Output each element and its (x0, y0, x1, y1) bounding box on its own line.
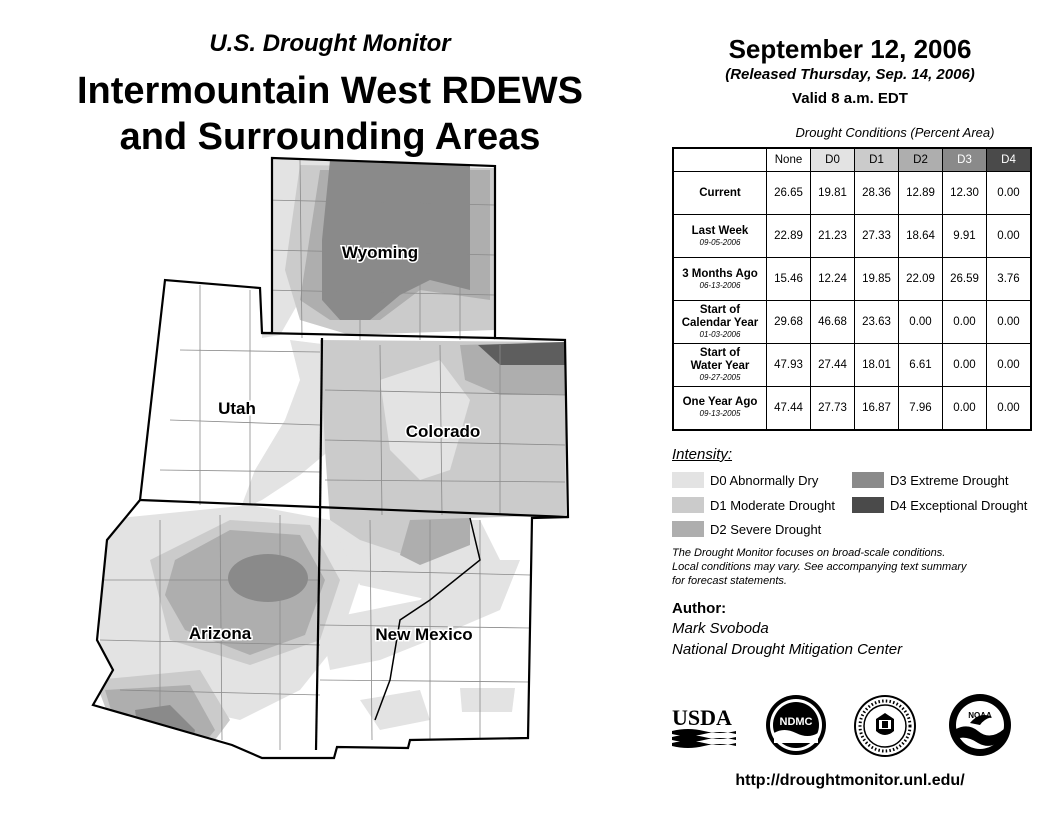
table-row (673, 387, 1031, 430)
table-cell: 27.44 (811, 344, 855, 387)
usda-logo-text: USDA (672, 705, 732, 730)
table-cell: 7.96 (899, 387, 943, 430)
row-label-text: Last Week (691, 224, 749, 237)
valid-time: Valid 8 a.m. EDT (792, 90, 908, 107)
legend-swatch-d0 (672, 472, 704, 488)
column-header-d2: D2 (899, 148, 943, 172)
legend-swatch-d2 (672, 521, 704, 537)
table-row (673, 301, 1031, 344)
table-cell: 19.85 (855, 258, 899, 301)
author-organization: National Drought Mitigation Center (672, 641, 903, 658)
legend-item-d4 (852, 496, 1027, 514)
table-cell: 12.89 (899, 172, 943, 215)
supertitle: U.S. Drought Monitor (209, 30, 451, 57)
row-label-text: Start of Calendar Year (681, 304, 759, 329)
table-cell: 27.73 (811, 387, 855, 430)
table-cell: 47.44 (767, 387, 811, 430)
ndmc-logo-text: NDMC (779, 716, 813, 728)
table-header-row (673, 148, 1031, 172)
table-cell: 18.01 (855, 344, 899, 387)
legend-swatch-d3 (852, 472, 884, 488)
main-title-line1: Intermountain West RDEWS (77, 70, 583, 112)
row-label (673, 344, 767, 387)
table-cell: 21.23 (811, 215, 855, 258)
table-cell: 0.00 (987, 301, 1032, 344)
table-cell: 0.00 (987, 215, 1032, 258)
table-cell: 12.24 (811, 258, 855, 301)
column-header-d1: D1 (855, 148, 899, 172)
row-label (673, 172, 767, 215)
row-date: 09-27-2005 (699, 373, 741, 382)
table-cell: 9.91 (943, 215, 987, 258)
table-cell: 26.65 (767, 172, 811, 215)
row-label (673, 258, 767, 301)
state-label-new-mexico: New Mexico (375, 625, 473, 644)
d0-area-new-mexico-east (460, 688, 515, 712)
row-date: 09-05-2006 (699, 237, 741, 247)
table-cell: 28.36 (855, 172, 899, 215)
row-label (673, 387, 767, 430)
usda-logo (672, 703, 736, 749)
main-title-line2: and Surrounding Areas (119, 116, 541, 158)
table-cell: 12.30 (943, 172, 987, 215)
legend-swatch-d1 (672, 497, 704, 513)
table-cell: 0.00 (899, 301, 943, 344)
table-cell: 47.93 (767, 344, 811, 387)
note-line2: Local conditions may vary. See accompanying text summary (672, 561, 967, 573)
table-cell: 27.33 (855, 215, 899, 258)
row-date: 09-13-2005 (699, 409, 741, 419)
table-cell: 22.09 (899, 258, 943, 301)
row-label-text: Current (699, 186, 741, 199)
column-header-d0: D0 (811, 148, 855, 172)
map-date: September 12, 2006 (728, 34, 972, 64)
column-header-d4: D4 (987, 148, 1032, 172)
legend-label-d0: D0 Abnormally Dry (710, 472, 819, 488)
table-cell: 16.87 (855, 387, 899, 430)
intensity-legend-title: Intensity: (672, 446, 733, 463)
table-cell: 0.00 (987, 387, 1032, 430)
note-line1: The Drought Monitor focuses on broad-scale conditions. (672, 547, 946, 559)
state-label-wyoming: Wyoming (341, 243, 419, 262)
row-label (673, 215, 767, 258)
row-label (673, 301, 767, 344)
row-date: 06-13-2006 (699, 280, 741, 290)
website-url[interactable]: http://droughtmonitor.unl.edu/ (735, 772, 965, 789)
row-label-text: Start of Water Year (690, 347, 750, 372)
table-cell: 0.00 (943, 344, 987, 387)
noaa-logo-text: NOAA (968, 711, 992, 720)
row-label-text: One Year Ago (682, 396, 758, 409)
table-cell: 0.00 (987, 172, 1032, 215)
state-label-utah: Utah (218, 399, 256, 418)
table-row (673, 344, 1031, 387)
table-row (673, 172, 1031, 215)
disclaimer-note (672, 546, 1032, 588)
department-of-commerce-seal (852, 693, 918, 759)
table-cell: 23.63 (855, 301, 899, 344)
release-date: (Released Thursday, Sep. 14, 2006) (725, 66, 975, 83)
table-row (673, 215, 1031, 258)
table-corner (673, 148, 767, 172)
column-header-d3: D3 (943, 148, 987, 172)
drought-conditions-table (672, 147, 1032, 431)
drought-map (0, 150, 600, 770)
legend-label-d4: D4 Exceptional Drought (890, 497, 1028, 513)
table-cell: 0.00 (987, 344, 1032, 387)
noaa-logo (948, 693, 1012, 757)
author-label: Author: (672, 600, 727, 617)
main-title (20, 68, 640, 160)
d3-area-arizona-central (228, 554, 308, 602)
row-date: 01-03-2006 (699, 330, 741, 339)
note-line3: for forecast statements. (672, 575, 787, 587)
table-cell: 18.64 (899, 215, 943, 258)
legend-item-d2 (672, 520, 821, 538)
table-cell: 46.68 (811, 301, 855, 344)
table-title: Drought Conditions (Percent Area) (795, 125, 995, 140)
legend-item-d1 (672, 496, 835, 514)
table-cell: 22.89 (767, 215, 811, 258)
legend-label-d2: D2 Severe Drought (710, 521, 822, 537)
legend-label-d3: D3 Extreme Drought (890, 472, 1009, 488)
table-cell: 29.68 (767, 301, 811, 344)
author-name: Mark Svoboda (672, 620, 769, 637)
table-cell: 15.46 (767, 258, 811, 301)
row-label-text: 3 Months Ago (682, 267, 758, 280)
legend-swatch-d4 (852, 497, 884, 513)
table-cell: 19.81 (811, 172, 855, 215)
table-cell: 0.00 (943, 301, 987, 344)
column-header-none: None (767, 148, 811, 172)
legend-item-d0 (672, 471, 818, 489)
table-row (673, 258, 1031, 301)
state-label-arizona: Arizona (188, 624, 252, 643)
legend-item-d3 (852, 471, 1009, 489)
table-cell: 6.61 (899, 344, 943, 387)
ndmc-logo (764, 693, 828, 757)
legend-label-d1: D1 Moderate Drought (710, 497, 836, 513)
state-label-colorado: Colorado (405, 422, 481, 441)
table-cell: 3.76 (987, 258, 1032, 301)
table-cell: 26.59 (943, 258, 987, 301)
table-cell: 0.00 (943, 387, 987, 430)
